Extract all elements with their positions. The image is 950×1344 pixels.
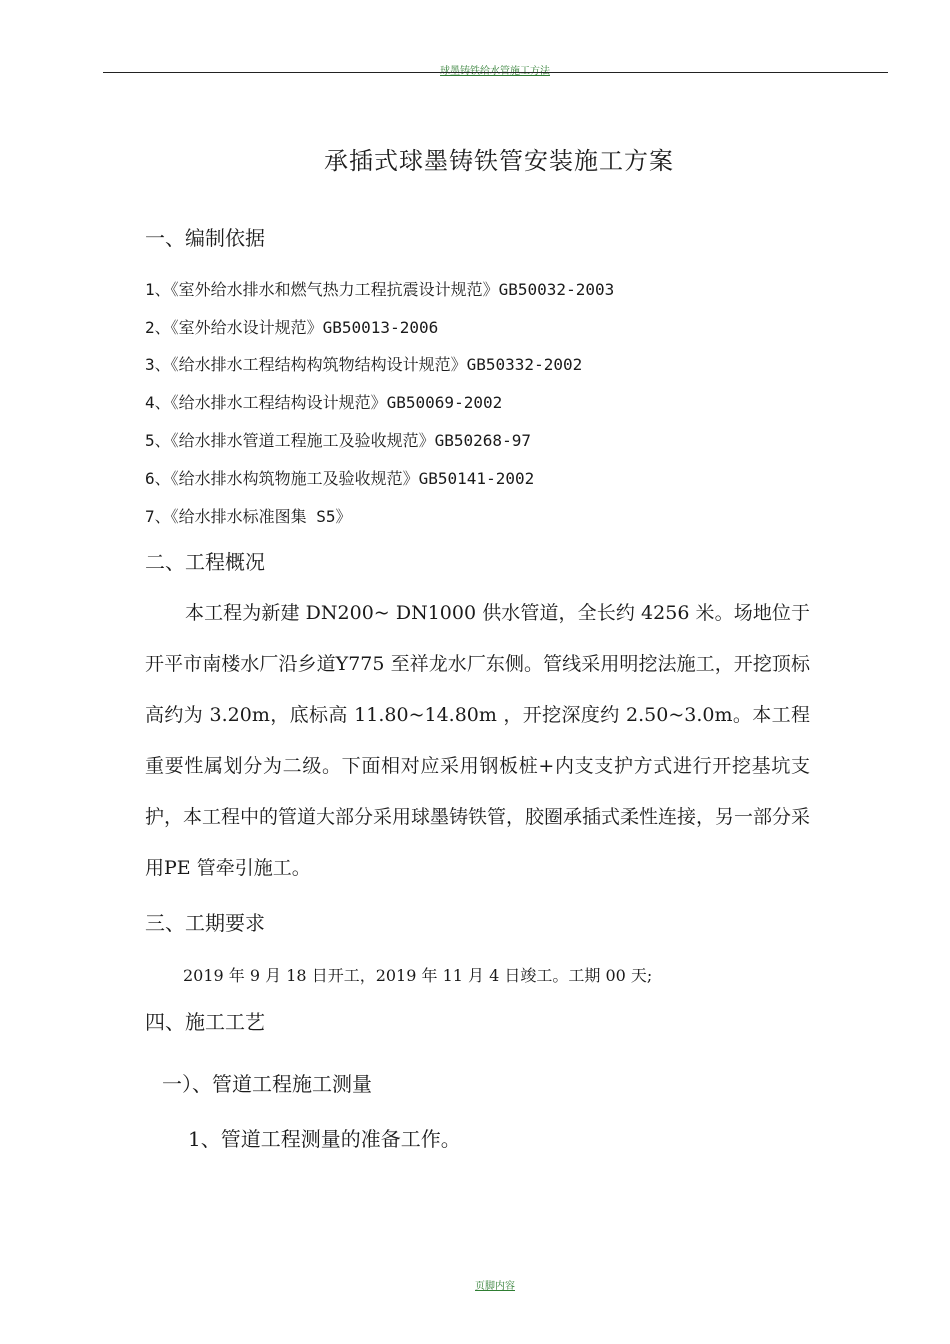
- section-heading-process: 四、施工工艺: [145, 1010, 265, 1034]
- reference-item: 7、《给水排水标准图集 S5》: [145, 507, 352, 526]
- header-rule: [103, 72, 888, 73]
- reference-item: 5、《给水排水管道工程施工及验收规范》GB50268-97: [145, 431, 531, 450]
- reference-item: 6、《给水排水构筑物施工及验收规范》GB50141-2002: [145, 469, 535, 488]
- page-footer-text: 页脚内容: [475, 1281, 515, 1292]
- overview-paragraph: 本工程为新建 DN200~ DN1000 供水管道，全长约 4256 米。场地位于开平市南楼水厂沿乡道Y775 至祥龙水厂东侧。管线采用明挖法施工，开挖顶标高约为 3.20m，底标高 11.80~14.80m ，开挖深度约 2.50~3.0m。本工程重要性属划分为二级。下面相对应采用钢板桩+内支支护方式进行开挖基坑支护，本工程中的管道大部分采用球墨铸铁管，胶圈承插式柔性连接，另一部分采用PE 管牵引施工。: [145, 602, 811, 879]
- schedule-text: 2019 年 9 月 18 日开工，2019 年 11 月 4 日竣工。工期 00 天;: [183, 966, 653, 985]
- reference-item: 2、《室外给水设计规范》GB50013-2006: [145, 318, 439, 337]
- section-heading-basis: 一、编制依据: [145, 226, 265, 250]
- section-heading-schedule: 三、工期要求: [145, 911, 265, 935]
- reference-item: 3、《给水排水工程结构构筑物结构设计规范》GB50332-2002: [145, 355, 583, 374]
- page-header-text: 球墨铸铁给水管施工方法: [440, 66, 550, 77]
- subsection-item-preparation: 1、管道工程测量的准备工作。: [188, 1127, 461, 1151]
- section-heading-overview: 二、工程概况: [145, 550, 265, 574]
- subsection-heading-survey: 一）、管道工程施工测量: [162, 1072, 372, 1096]
- reference-item: 1、《室外给水排水和燃气热力工程抗震设计规范》GB50032-2003: [145, 280, 615, 299]
- document-title: 承插式球墨铸铁管安装施工方案: [324, 147, 674, 175]
- reference-item: 4、《给水排水工程结构设计规范》GB50069-2002: [145, 393, 503, 412]
